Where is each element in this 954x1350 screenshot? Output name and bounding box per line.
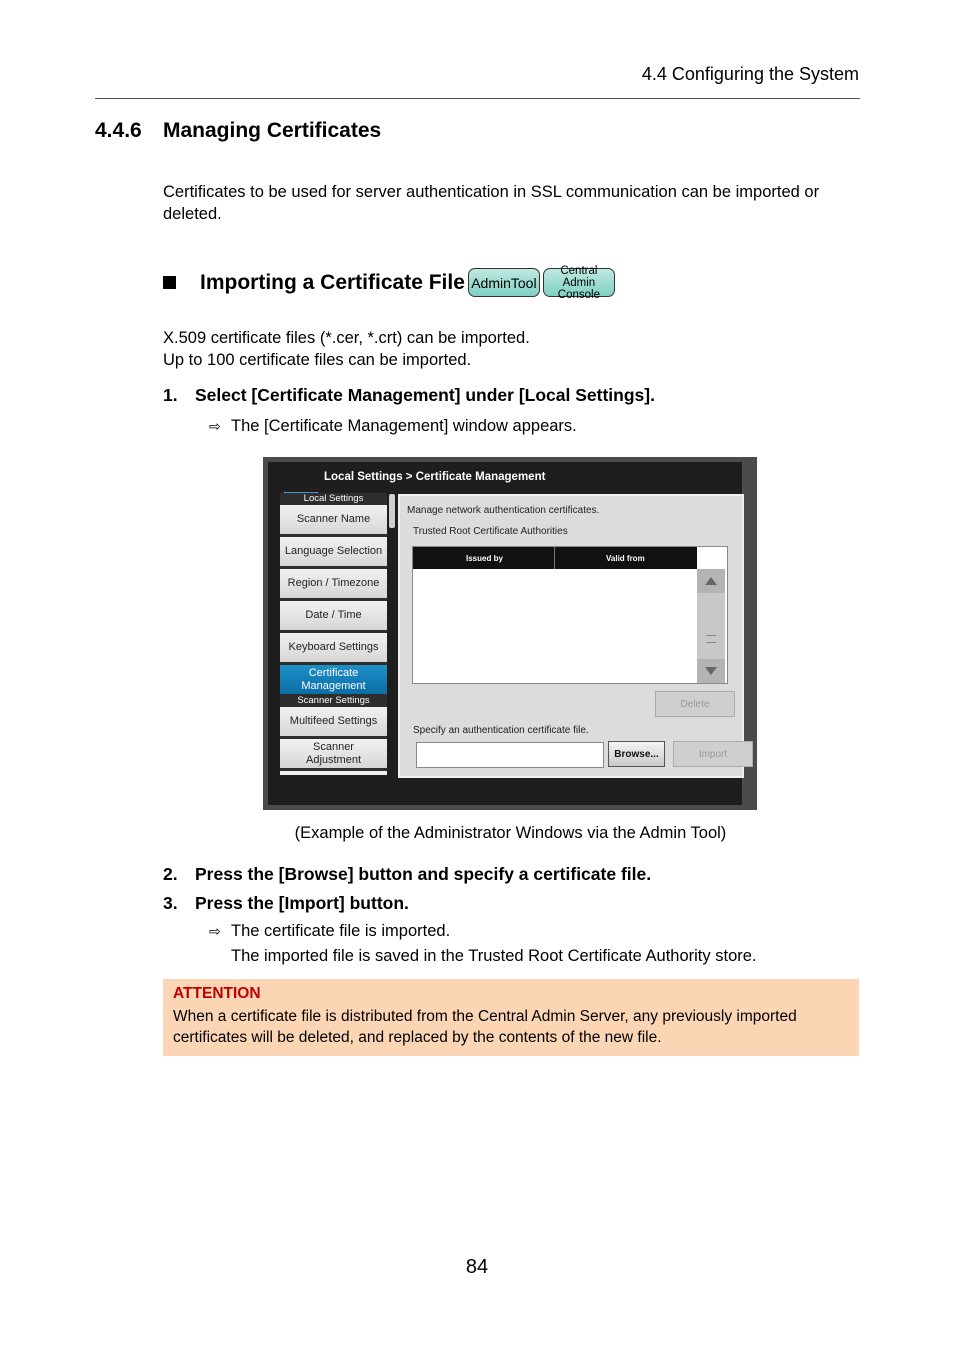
step-1: [163, 385, 655, 406]
central-admin-console-badge: [543, 264, 615, 301]
menu-item-partial[interactable]: [280, 771, 387, 775]
menu-group-scanner-settings: Scanner Settings: [297, 695, 370, 706]
header-divider: [554, 547, 555, 569]
step-text: Press the [Browse] button and specify a certificate file.: [195, 864, 652, 884]
window-titlebar: [280, 462, 742, 492]
browse-button[interactable]: Browse...: [608, 741, 665, 767]
table-header: [413, 547, 697, 569]
result-arrow-icon: ⇨: [209, 418, 221, 434]
delete-button[interactable]: Delete: [655, 691, 735, 717]
result-arrow-icon: ⇨: [209, 923, 221, 939]
badge-line1: Central Admin: [560, 264, 598, 289]
certificate-management-screenshot: [263, 457, 757, 810]
table-label: Trusted Root Certificate Authorities: [413, 526, 568, 537]
result-text: The certificate file is imported.: [231, 922, 451, 940]
step-2: [163, 864, 651, 885]
col-issued-by[interactable]: Issued by: [466, 554, 503, 563]
paragraph-1: X.509 certificate files (*.cer, *.crt) can be imported.: [163, 329, 530, 347]
subsection-title: [163, 264, 615, 301]
step-3: [163, 893, 409, 914]
subsection-title-text: Importing a Certificate File: [200, 270, 465, 294]
col-valid-from[interactable]: Valid from: [606, 554, 645, 563]
page-number: 84: [465, 1256, 489, 1278]
menu-item-line1: Certificate: [308, 666, 359, 679]
menu-item-region-timezone[interactable]: Region / Timezone: [280, 569, 387, 598]
menu-item-date-time[interactable]: Date / Time: [280, 601, 387, 630]
menu-scrollbar[interactable]: [389, 494, 395, 528]
figure-caption: (Example of the Administrator Windows via the Admin Tool): [294, 824, 727, 842]
menu-item-language-selection[interactable]: Language Selection: [280, 537, 387, 566]
menu-item-certificate-management[interactable]: [280, 665, 387, 694]
scroll-up-icon[interactable]: [697, 569, 725, 593]
intro-paragraph: Certificates to be used for server authentication in SSL communication can be imported or deleted.: [163, 183, 820, 223]
header-rule: [95, 98, 860, 99]
breadcrumb: Local Settings > Certificate Management: [324, 471, 546, 483]
menu-group-local-settings: Local Settings: [303, 493, 364, 504]
running-header: 4.4 Configuring the System: [641, 64, 859, 84]
file-label: Specify an authentication certificate file.: [413, 725, 589, 736]
square-bullet-icon: [163, 276, 176, 289]
menu-item-scanner-adjustment[interactable]: [280, 739, 387, 768]
menu-item-scanner-name[interactable]: Scanner Name: [280, 505, 387, 534]
step-1-result: [209, 417, 577, 436]
section-title-text: Managing Certificates: [163, 119, 382, 142]
section-number: 4.4.6: [95, 119, 142, 142]
menu-item-keyboard-settings[interactable]: Keyboard Settings: [280, 633, 387, 662]
step-number: 1.: [163, 385, 178, 405]
settings-menu: [280, 493, 387, 775]
section-title: [95, 119, 381, 143]
step-number: 2.: [163, 864, 178, 884]
result-text: The [Certificate Management] window appears.: [231, 417, 577, 435]
panel-description: Manage network authentication certificates.: [407, 505, 600, 516]
admin-tool-badge: AdminTool: [468, 268, 540, 297]
step-3-result: [209, 922, 450, 941]
attention-body: When a certificate file is distributed from the Central Admin Server, any previously imported certificates will be deleted, and replaced by the contents of the new file.: [173, 1008, 797, 1046]
menu-item-line2: Management: [301, 679, 366, 692]
table-scrollbar[interactable]: [697, 569, 725, 683]
step-number: 3.: [163, 893, 178, 913]
step-text: Press the [Import] button.: [195, 893, 409, 913]
step-text: Select [Certificate Management] under [Local Settings].: [195, 385, 655, 405]
scroll-grip-icon[interactable]: [706, 635, 716, 643]
scroll-down-icon[interactable]: [697, 659, 725, 683]
attention-title: ATTENTION: [173, 985, 261, 1002]
menu-item-line2: Adjustment: [305, 753, 362, 766]
certificate-table[interactable]: [412, 546, 728, 684]
step-3-result-note: The imported file is saved in the Trusted Root Certificate Authority store.: [231, 947, 757, 965]
import-button[interactable]: Import: [673, 741, 753, 767]
menu-item-multifeed-settings[interactable]: Multifeed Settings: [280, 707, 387, 736]
certificate-panel: [398, 494, 744, 778]
paragraph-2: Up to 100 certificate files can be imported.: [163, 351, 472, 369]
attention-box: [163, 979, 859, 1056]
badge-line2: Console: [557, 288, 600, 301]
menu-item-line1: Scanner: [313, 740, 354, 753]
certificate-file-input[interactable]: [416, 742, 604, 768]
